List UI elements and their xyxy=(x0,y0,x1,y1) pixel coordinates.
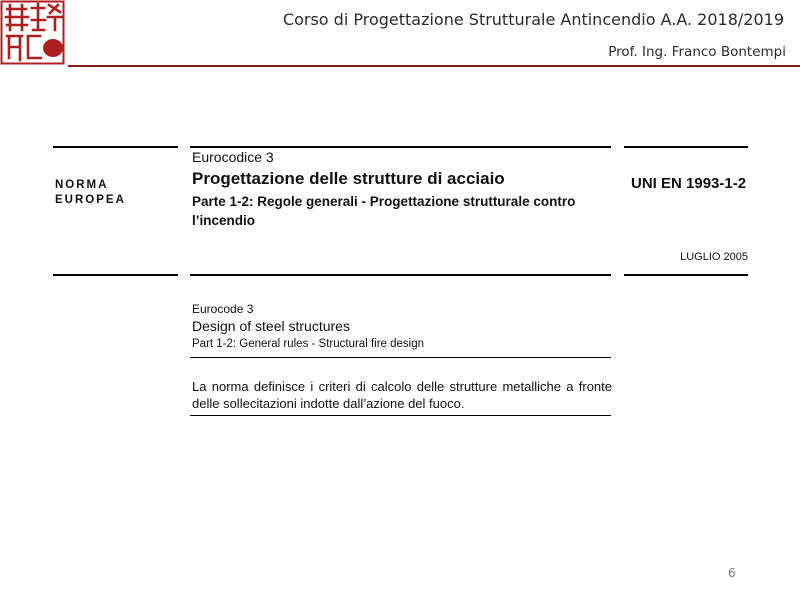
professor-name: Prof. Ing. Franco Bontempi xyxy=(608,44,786,60)
right-bottom-rule xyxy=(624,274,748,276)
eurocode-label-en: Eurocode 3 xyxy=(192,302,254,316)
norma-europea-label: NORMA EUROPEA xyxy=(55,179,126,206)
center-bottom-rule xyxy=(190,274,611,276)
logo-glyph-4 xyxy=(7,36,22,60)
logo-glyph-1 xyxy=(6,5,28,30)
header-divider xyxy=(68,65,800,67)
eurocodice-label: Eurocodice 3 xyxy=(192,149,274,165)
standard-title-en: Design of steel structures xyxy=(192,318,350,334)
standard-description: La norma definisce i criteri di calcolo delle strutture metalliche a fronte delle sollecitazioni indotte dall’azione del fuoco. xyxy=(192,379,612,411)
university-seal-logo xyxy=(0,0,68,66)
left-top-rule xyxy=(53,146,178,148)
logo-glyph-5 xyxy=(28,36,41,58)
english-section-rule xyxy=(190,357,611,358)
right-top-rule xyxy=(624,146,748,148)
logo-seal-dot xyxy=(43,39,63,57)
description-rule xyxy=(190,415,611,416)
standard-part-it: Parte 1-2: Regole generali - Progettazione strutturale contro l’incendio xyxy=(192,194,576,228)
course-title: Corso di Progettazione Strutturale Antincendio A.A. 2018/2019 xyxy=(282,10,784,29)
standard-code: UNI EN 1993-1-2 xyxy=(631,175,747,192)
page-number: 6 xyxy=(728,566,736,580)
standard-title-it: Progettazione delle strutture di acciaio xyxy=(192,169,505,188)
center-top-rule xyxy=(190,146,611,148)
logo-glyph-2 xyxy=(32,4,45,30)
left-bottom-rule xyxy=(53,274,178,276)
publication-date: LUGLIO 2005 xyxy=(680,251,748,263)
standard-part-en: Part 1-2: General rules - Structural fire design xyxy=(192,338,425,350)
logo-glyph-3 xyxy=(48,5,62,30)
